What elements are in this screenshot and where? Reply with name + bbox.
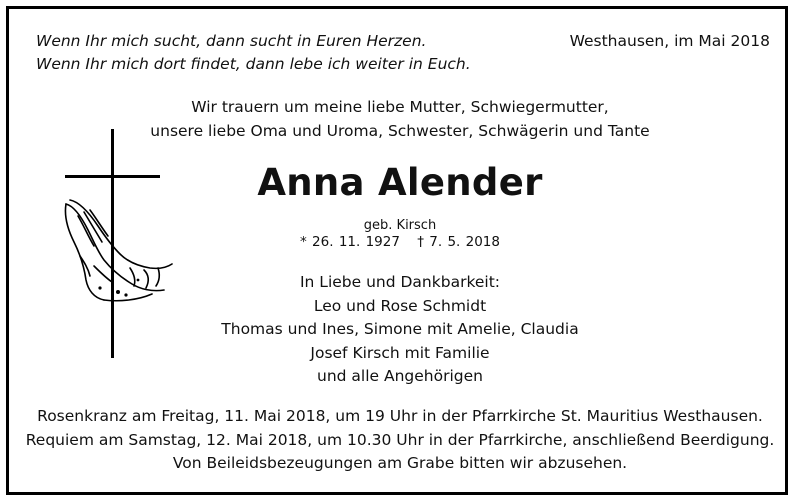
mourner-line: Thomas und Ines, Simone mit Amelie, Claudia	[221, 320, 579, 338]
footer-line: Requiem am Samstag, 12. Mai 2018, um 10.30 Uhr in der Pfarrkirche, anschließend Beerdigung.	[25, 430, 775, 449]
maiden-name: geb. Kirsch	[363, 218, 437, 233]
birth-date: * 26. 11. 1927	[300, 234, 400, 250]
life-dates	[140, 234, 660, 250]
memorial-quote	[36, 30, 471, 76]
footer-line: Von Beileidsbezeugungen am Grabe bitten wir abzusehen.	[172, 454, 628, 472]
intro-line-2: unsere liebe Oma und Uroma, Schwester, Schwägerin und Tante	[150, 121, 650, 140]
intro-line-1: Wir trauern um meine liebe Mutter, Schwiegermutter,	[191, 98, 609, 116]
service-info	[0, 405, 800, 476]
death-date: † 7. 5. 2018	[417, 234, 500, 250]
mourners-list	[140, 271, 660, 389]
footer-line: Rosenkranz am Freitag, 11. Mai 2018, um 19 Uhr in der Pfarrkirche St. Mauritius Westhausen.	[37, 407, 763, 425]
mourner-line: Josef Kirsch mit Familie	[310, 343, 490, 362]
mourner-line: und alle Angehörigen	[317, 367, 483, 385]
deceased-name: Anna Alender	[257, 161, 543, 204]
quote-line-2: Wenn Ihr mich dort findet, dann lebe ich weiter in Euch.	[36, 55, 471, 73]
place-date: Westhausen, im Mai 2018	[569, 32, 770, 50]
mourner-line: In Liebe und Dankbarkeit:	[299, 273, 501, 291]
intro-text	[140, 96, 660, 143]
mourner-line: Leo und Rose Schmidt	[313, 296, 487, 315]
quote-line-1: Wenn Ihr mich sucht, dann sucht in Euren Herzen.	[36, 32, 427, 50]
